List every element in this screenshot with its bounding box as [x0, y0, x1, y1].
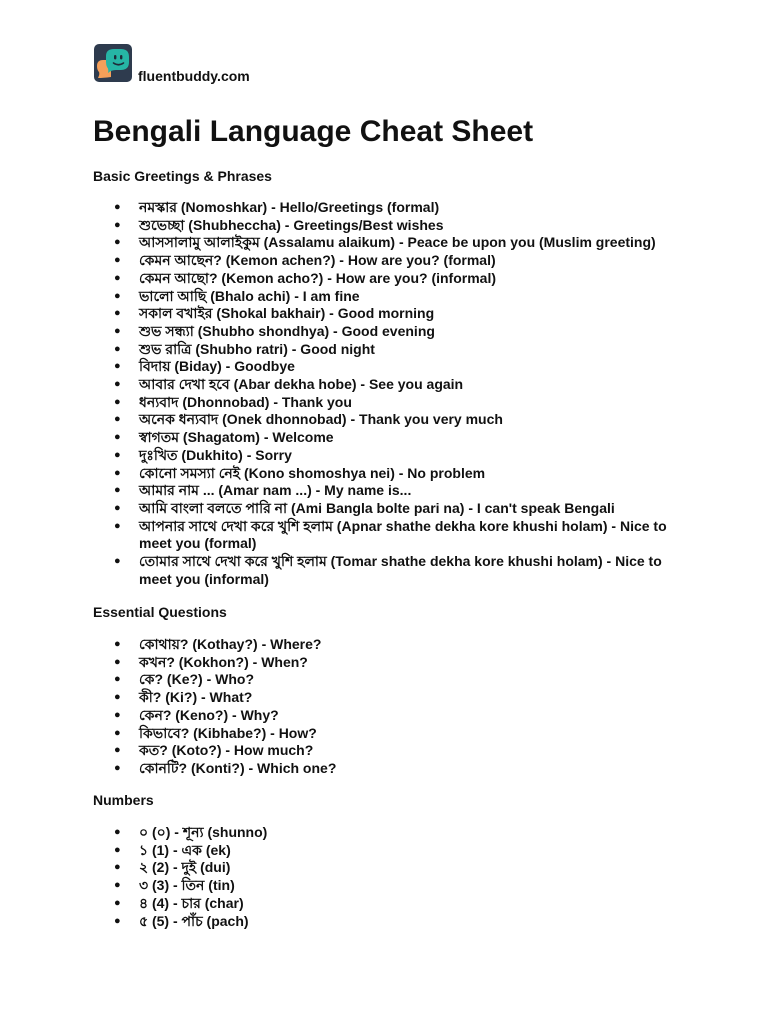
list-item: ● কিভাবে? (Kibhabe?) - How? — [93, 725, 673, 743]
list-item: ● ভালো আছি (Bhalo achi) - I am fine — [93, 288, 673, 306]
list-item: ● কেন? (Keno?) - Why? — [93, 707, 673, 725]
section-heading: Basic Greetings & Phrases — [93, 168, 272, 184]
list-item: ● কেমন আছেন? (Kemon achen?) - How are you? (formal) — [93, 252, 673, 270]
brand-header — [94, 44, 394, 84]
smiling-chat-bubble-icon — [94, 44, 132, 82]
list-item: ● আমি বাংলা বলতে পারি না (Ami Bangla bolte pari na) - I can't speak Bengali — [93, 500, 673, 518]
list-item: ● কত? (Koto?) - How much? — [93, 742, 673, 760]
questions-list — [93, 636, 673, 778]
list-item: ● আপনার সাথে দেখা করে খুশি হলাম (Apnar shathe dekha kore khushi holam) - Nice to meet you (formal) — [93, 518, 673, 553]
section-greetings — [93, 168, 693, 587]
list-item: ● নমস্কার (Nomoshkar) - Hello/Greetings (formal) — [93, 199, 673, 217]
list-item: ● আমার নাম ... (Amar nam ...) - My name is... — [93, 482, 673, 500]
list-item: ● কোথায়? (Kothay?) - Where? — [93, 636, 673, 654]
page-title: Bengali Language Cheat Sheet — [93, 115, 534, 148]
list-item: ● ৫ (5) - পাঁচ (pach) — [93, 913, 673, 931]
list-item: ● ০ (০) - শূন্য (shunno) — [93, 824, 673, 842]
list-item: ● কী? (Ki?) - What? — [93, 689, 673, 707]
list-item: ● স্বাগতম (Shagatom) - Welcome — [93, 429, 673, 447]
list-item: ● কোনটি? (Konti?) - Which one? — [93, 760, 673, 778]
list-item: ● শুভ রাত্রি (Shubho ratri) - Good night — [93, 341, 673, 359]
list-item: ● কোনো সমস্যা নেই (Kono shomoshya nei) - No problem — [93, 465, 673, 483]
section-questions — [93, 604, 693, 776]
list-item: ● সকাল বখাইর (Shokal bakhair) - Good morning — [93, 305, 673, 323]
list-item: ● কেমন আছো? (Kemon acho?) - How are you? (informal) — [93, 270, 673, 288]
list-item: ● অনেক ধন্যবাদ (Onek dhonnobad) - Thank you very much — [93, 411, 673, 429]
numbers-list — [93, 824, 673, 930]
list-item: ● আসসালামু আলাইকুম (Assalamu alaikum) - Peace be upon you (Muslim greeting) — [93, 234, 673, 252]
list-item: ● তোমার সাথে দেখা করে খুশি হলাম (Tomar shathe dekha kore khushi holam) - Nice to meet you (informal) — [93, 553, 673, 588]
section-heading: Numbers — [93, 792, 154, 808]
greetings-list — [93, 199, 673, 588]
list-item: ● ৪ (4) - চার (char) — [93, 895, 673, 913]
list-item: ● কে? (Ke?) - Who? — [93, 671, 673, 689]
list-item: ● শুভেচ্ছা (Shubheccha) - Greetings/Best wishes — [93, 217, 673, 235]
section-heading: Essential Questions — [93, 604, 227, 620]
list-item: ● ধন্যবাদ (Dhonnobad) - Thank you — [93, 394, 673, 412]
list-item: ● কখন? (Kokhon?) - When? — [93, 654, 673, 672]
section-numbers — [93, 792, 693, 929]
list-item: ● বিদায় (Biday) - Goodbye — [93, 358, 673, 376]
list-item: ● আবার দেখা হবে (Abar dekha hobe) - See you again — [93, 376, 673, 394]
list-item: ● দুঃখিত (Dukhito) - Sorry — [93, 447, 673, 465]
list-item: ● ২ (2) - দুই (dui) — [93, 859, 673, 877]
list-item: ● ৩ (3) - তিন (tin) — [93, 877, 673, 895]
brand-name: fluentbuddy.com — [138, 68, 250, 84]
list-item: ● শুভ সন্ধ্যা (Shubho shondhya) - Good evening — [93, 323, 673, 341]
list-item: ● ১ (1) - এক (ek) — [93, 842, 673, 860]
